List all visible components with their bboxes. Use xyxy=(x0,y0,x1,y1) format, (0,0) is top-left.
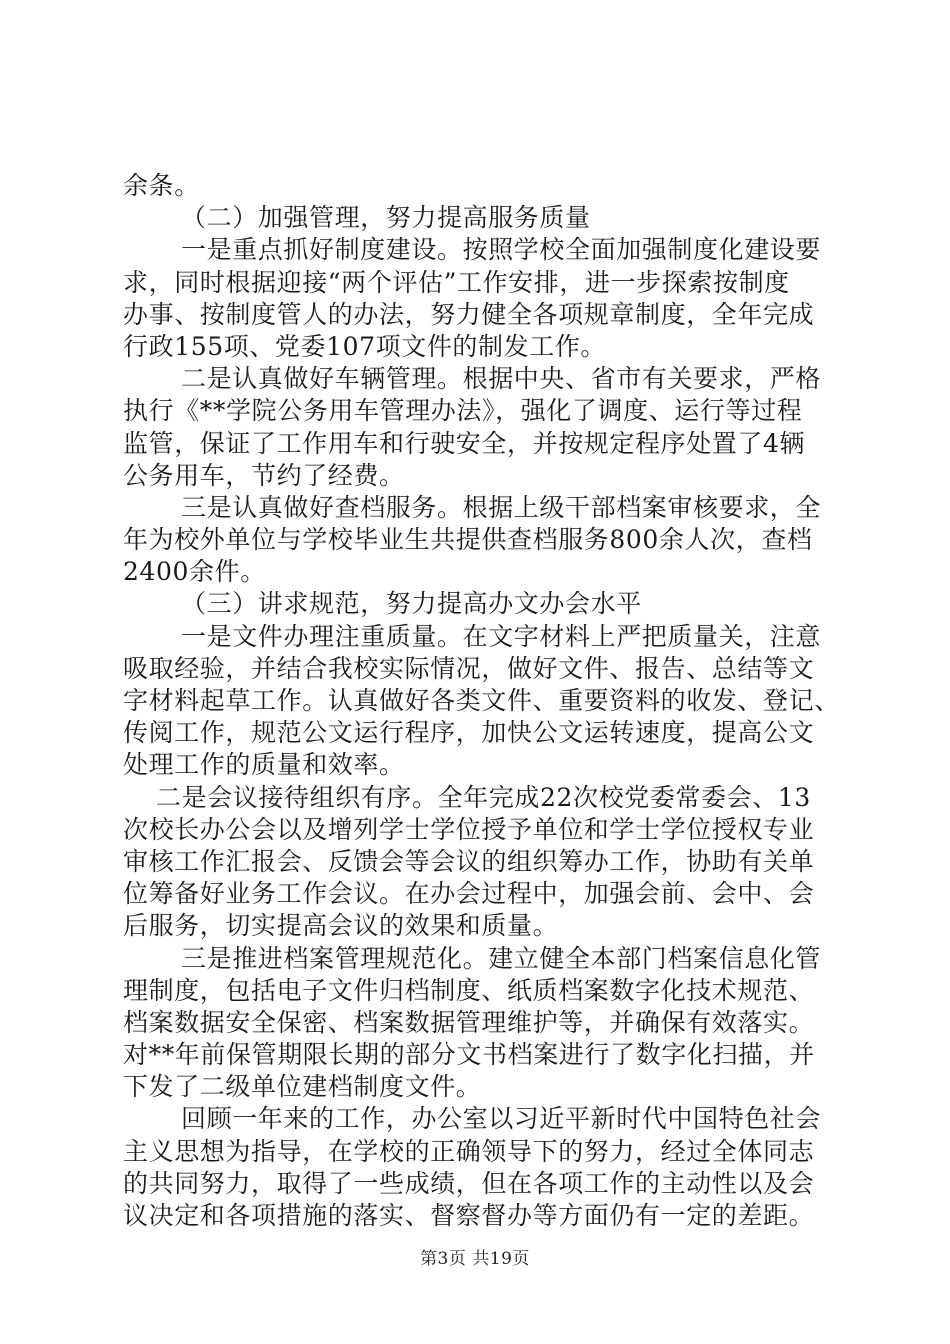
text-line: 审核工作汇报会、反馈会等会议的组织筹办工作，协助有关单 xyxy=(123,846,815,876)
text-line: 监管，保证了工作用车和行驶安全，并按规定程序处置了4辆 xyxy=(123,428,806,458)
text-line: 传阅工作，规范公文运行程序，加快公文运转速度，提高公文 xyxy=(123,718,815,748)
text-line: 一是文件办理注重质量。在文字材料上严把质量关，注意 xyxy=(181,621,822,651)
text-line: 办事、按制度管人的办法，努力健全各项规章制度，全年完成 xyxy=(123,299,815,329)
document-body xyxy=(123,170,843,1232)
text-line: 余条。 xyxy=(123,171,200,200)
text-line: 行政155项、党委107项文件的制发工作。 xyxy=(123,331,607,361)
text-line: 2400余件。 xyxy=(123,557,266,587)
text-line: 一是重点抓好制度建设。按照学校全面加强制度化建设要 xyxy=(181,235,822,265)
text-line: 理制度，包括电子文件归档制度、纸质档案数字化技术规范、 xyxy=(123,975,815,1005)
text-line: 字材料起草工作。认真做好各类文件、重要资料的收发、登记、 xyxy=(123,686,840,715)
section-heading: （二）加强管理，努力提高服务质量 xyxy=(181,203,591,233)
text-line: 下发了二级单位建档制度文件。 xyxy=(123,1072,482,1102)
text-line: 二是会议接待组织有序。全年完成22次校党委常委会、13 xyxy=(156,782,811,812)
page-number-footer: 第3页 共19页 xyxy=(420,1249,530,1269)
text-line: 三是认真做好查档服务。根据上级干部档案审核要求，全 xyxy=(181,492,822,522)
text-line: 处理工作的质量和效率。 xyxy=(123,750,405,780)
text-line: 年为校外单位与学校毕业生共提供查档服务800余人次，查档 xyxy=(123,525,813,555)
text-line: 吸取经验，并结合我校实际情况，做好文件、报告、总结等文 xyxy=(123,653,815,683)
text-line: 回顾一年来的工作，办公室以习近平新时代中国特色社会 xyxy=(181,1104,822,1134)
text-line: 议决定和各项措施的落实、督察督办等方面仍有一定的差距。 xyxy=(123,1201,815,1230)
text-line: 后服务，切实提高会议的效果和质量。 xyxy=(123,911,559,941)
text-line: 执行《**学院公务用车管理办法》，强化了调度、运行等过程 xyxy=(123,396,803,426)
text-line: 二是认真做好车辆管理。根据中央、省市有关要求，严格 xyxy=(181,364,822,394)
text-line: 主义思想为指导，在学校的正确领导下的努力，经过全体同志 xyxy=(123,1136,815,1166)
text-line: 对**年前保管期限长期的部分文书档案进行了数字化扫描，并 xyxy=(123,1040,815,1070)
text-line: 次校长办公会以及增列学士学位授予单位和学士学位授权专业 xyxy=(123,814,815,844)
text-line: 的共同努力，取得了一些成绩，但在各项工作的主动性以及会 xyxy=(123,1168,815,1198)
text-line: 位筹备好业务工作会议。在办会过程中，加强会前、会中、会 xyxy=(123,879,815,909)
text-line: 档案数据安全保密、档案数据管理维护等，并确保有效落实。 xyxy=(123,1007,815,1037)
text-line: 公务用车，节约了经费。 xyxy=(123,460,405,490)
text-line: 求，同时根据迎接“两个评估”工作安排，进一步探索按制度 xyxy=(123,267,790,297)
text-line: 三是推进档案管理规范化。建立健全本部门档案信息化管 xyxy=(181,943,822,973)
section-heading: （三）讲求规范，努力提高办文办会水平 xyxy=(181,589,642,619)
